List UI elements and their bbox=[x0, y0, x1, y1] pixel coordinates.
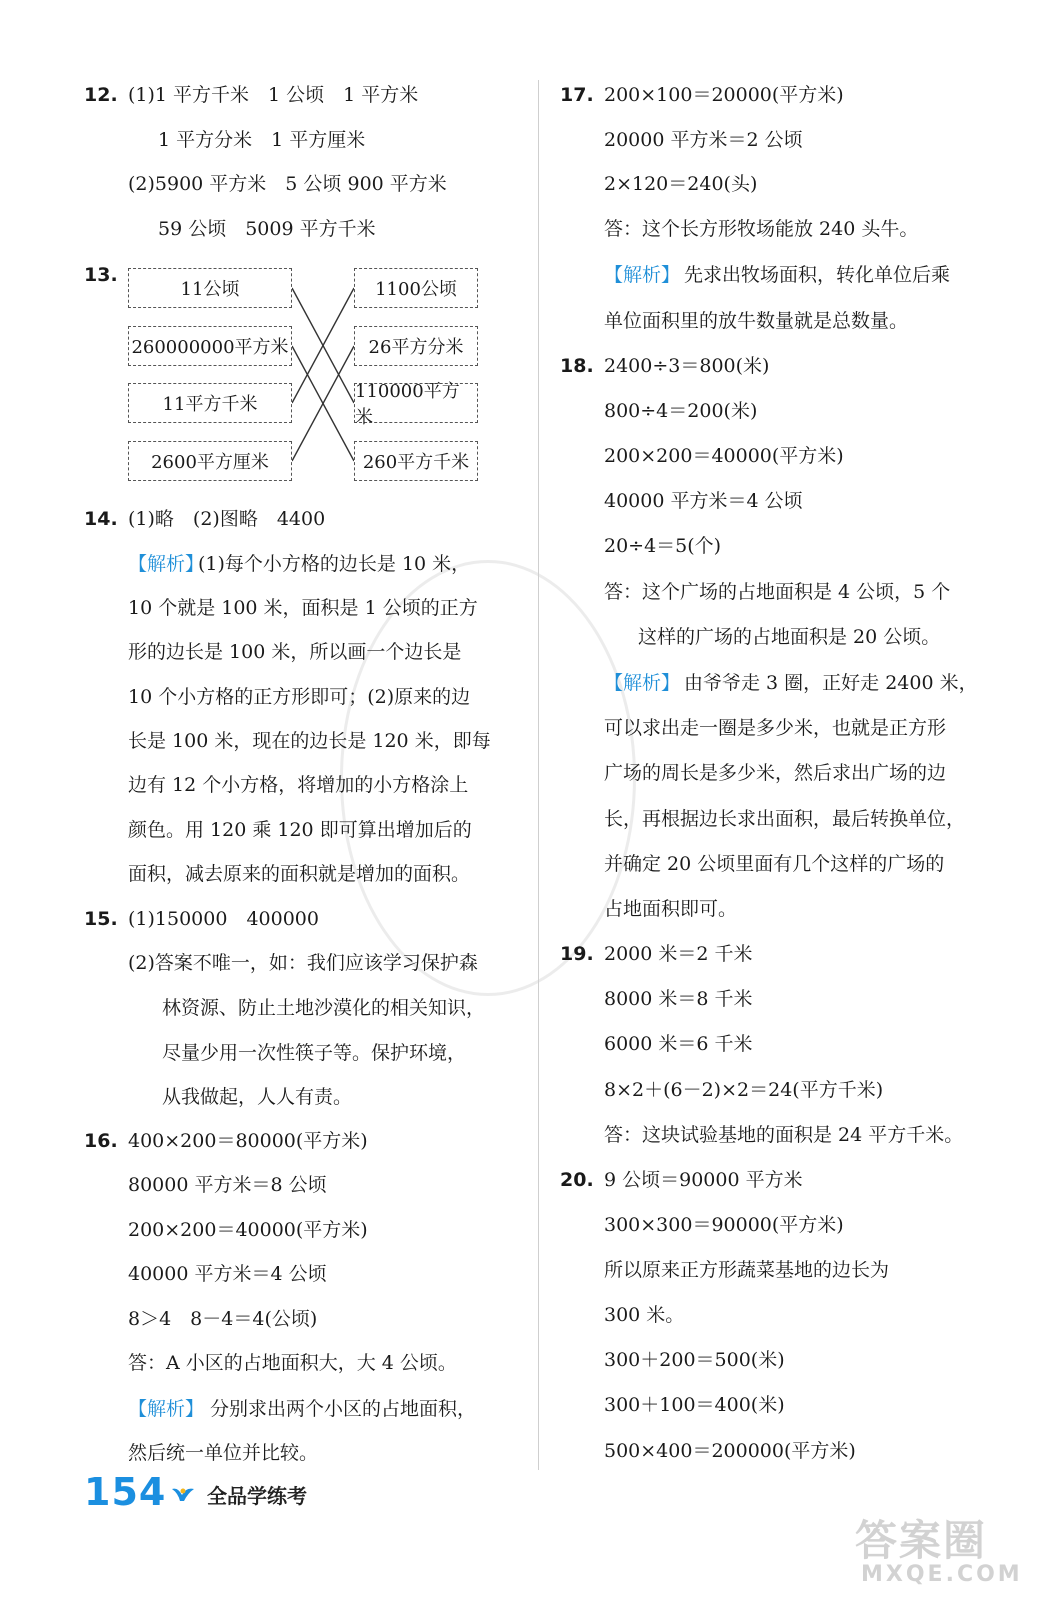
q15-line4: 尽量少用一次性筷子等。保护环境， bbox=[162, 1042, 467, 1064]
q12-line4: 59 公顷 5009 平方千米 bbox=[158, 218, 376, 240]
right-box-3: 110000平方米 bbox=[354, 383, 478, 423]
q14-line6: 长是 100 米，现在的边长是 120 米，即每 bbox=[128, 730, 491, 752]
q16-line7: 分别求出两个小区的占地面积， bbox=[210, 1398, 477, 1420]
footer-brand-title: 全品学练考 bbox=[207, 1484, 307, 1508]
q14-line9: 面积，减去原来的面积就是增加的面积。 bbox=[128, 863, 471, 885]
question-number-17: 17. bbox=[560, 84, 594, 106]
q17-line1: 200×100＝20000(平方米) bbox=[604, 84, 844, 106]
q15-line1: (1)150000 400000 bbox=[128, 908, 319, 930]
q16-line1: 400×200＝80000(平方米) bbox=[128, 1130, 368, 1152]
watermark-line1: 答案圈 bbox=[855, 1516, 988, 1565]
left-box-3: 11平方千米 bbox=[128, 383, 292, 423]
left-box-1: 11公顷 bbox=[128, 268, 292, 308]
q17-analysis-tag: 【解析】 bbox=[604, 264, 681, 286]
q18-line4: 40000 平方米＝4 公顷 bbox=[604, 490, 803, 512]
question-number-13: 13. bbox=[84, 264, 118, 286]
q18-line12: 并确定 20 公顷里面有几个这样的广场的 bbox=[604, 853, 945, 875]
watermark-line2: MXQE.COM bbox=[861, 1562, 1023, 1587]
question-number-19: 19. bbox=[560, 943, 594, 965]
q17-line2: 20000 平方米＝2 公顷 bbox=[604, 129, 803, 151]
q15-line3: 林资源、防止土地沙漠化的相关知识， bbox=[162, 997, 486, 1019]
question-number-20: 20. bbox=[560, 1169, 594, 1191]
left-box-4: 2600平方厘米 bbox=[128, 441, 292, 481]
right-box-4: 260平方千米 bbox=[354, 441, 478, 481]
q18-line8: 由爷爷走 3 圈，正好走 2400 米， bbox=[684, 672, 978, 694]
q19-line5: 答：这块试验基地的面积是 24 平方千米。 bbox=[604, 1124, 964, 1146]
q20-line1: 9 公顷＝90000 平方米 bbox=[604, 1169, 803, 1191]
q18-line13: 占地面积即可。 bbox=[604, 898, 738, 920]
q17-line3: 2×120＝240(头) bbox=[604, 173, 758, 195]
right-box-2: 26平方分米 bbox=[354, 326, 478, 366]
left-box-2: 260000000平方米 bbox=[128, 326, 292, 366]
question-number-12: 12. bbox=[84, 84, 118, 106]
q20-line5: 300＋200＝500(米) bbox=[604, 1349, 785, 1371]
q16-line6: 答：A 小区的占地面积大，大 4 公顷。 bbox=[128, 1352, 457, 1374]
q18-line1: 2400÷3＝800(米) bbox=[604, 355, 770, 377]
q17-line5: 先求出牧场面积，转化单位后乘 bbox=[684, 264, 951, 286]
q20-line4: 300 米。 bbox=[604, 1304, 685, 1326]
q14-line8: 颜色。用 120 乘 120 即可算出增加后的 bbox=[128, 819, 472, 841]
q19-line4: 8×2＋(6－2)×2＝24(平方千米) bbox=[604, 1079, 884, 1101]
question-number-18: 18. bbox=[560, 355, 594, 377]
q20-line7: 500×400＝200000(平方米) bbox=[604, 1440, 856, 1462]
q18-line5: 20÷4＝5(个) bbox=[604, 535, 722, 557]
q18-line2: 800÷4＝200(米) bbox=[604, 400, 758, 422]
q16-line5: 8＞4 8－4＝4(公顷) bbox=[128, 1308, 318, 1330]
bird-icon bbox=[170, 1485, 196, 1505]
q15-line2: (2)答案不唯一，如：我们应该学习保护森 bbox=[128, 952, 478, 974]
q12-line1: (1)1 平方千米 1 公顷 1 平方米 bbox=[128, 84, 419, 106]
q14-line1: (1)略 (2)图略 4400 bbox=[128, 508, 326, 530]
q20-line6: 300＋100＝400(米) bbox=[604, 1394, 785, 1416]
question-number-14: 14. bbox=[84, 508, 118, 530]
q18-line10: 广场的周长是多少米，然后求出广场的边 bbox=[604, 762, 947, 784]
q18-analysis-tag: 【解析】 bbox=[604, 672, 681, 694]
q20-line2: 300×300＝90000(平方米) bbox=[604, 1214, 844, 1236]
q14-analysis-tag: 【解析】 bbox=[128, 553, 205, 575]
q18-line7: 这样的广场的占地面积是 20 公顷。 bbox=[638, 626, 941, 648]
q18-line11: 长，再根据边长求出面积，最后转换单位， bbox=[604, 808, 966, 830]
q14-line2: (1)每个小方格的边长是 10 米， bbox=[198, 553, 471, 575]
q16-line4: 40000 平方米＝4 公顷 bbox=[128, 1263, 327, 1285]
site-watermark bbox=[855, 1508, 1023, 1587]
q18-line9: 可以求出走一圈是多少米，也就是正方形 bbox=[604, 717, 947, 739]
q17-line4: 答：这个长方形牧场能放 240 头牛。 bbox=[604, 218, 919, 240]
q17-line6: 单位面积里的放牛数量就是总数量。 bbox=[604, 310, 909, 332]
q14-line3: 10 个就是 100 米，面积是 1 公顷的正方 bbox=[128, 597, 478, 619]
q19-line2: 8000 米＝8 千米 bbox=[604, 988, 753, 1010]
q12-line3: (2)5900 平方米 5 公顷 900 平方米 bbox=[128, 173, 447, 195]
q20-line3: 所以原来正方形蔬菜基地的边长为 bbox=[604, 1259, 890, 1281]
q14-line7: 边有 12 个小方格，将增加的小方格涂上 bbox=[128, 774, 469, 796]
q19-line3: 6000 米＝6 千米 bbox=[604, 1033, 753, 1055]
q16-analysis-tag: 【解析】 bbox=[128, 1398, 205, 1420]
q18-line3: 200×200＝40000(平方米) bbox=[604, 445, 844, 467]
page-number: 154 bbox=[84, 1470, 167, 1514]
question-number-16: 16. bbox=[84, 1130, 118, 1152]
q16-line2: 80000 平方米＝8 公顷 bbox=[128, 1174, 327, 1196]
q16-line3: 200×200＝40000(平方米) bbox=[128, 1219, 368, 1241]
right-box-1: 1100公顷 bbox=[354, 268, 478, 308]
q12-line2: 1 平方分米 1 平方厘米 bbox=[158, 129, 366, 151]
question-number-15: 15. bbox=[84, 908, 118, 930]
q19-line1: 2000 米＝2 千米 bbox=[604, 943, 753, 965]
q18-line6: 答：这个广场的占地面积是 4 公顷，5 个 bbox=[604, 581, 951, 603]
q16-line8: 然后统一单位并比较。 bbox=[128, 1442, 319, 1464]
q14-line4: 形的边长是 100 米，所以画一个边长是 bbox=[128, 641, 462, 663]
q15-line5: 从我做起，人人有责。 bbox=[162, 1086, 353, 1108]
q14-line5: 10 个小方格的正方形即可；(2)原来的边 bbox=[128, 686, 471, 708]
